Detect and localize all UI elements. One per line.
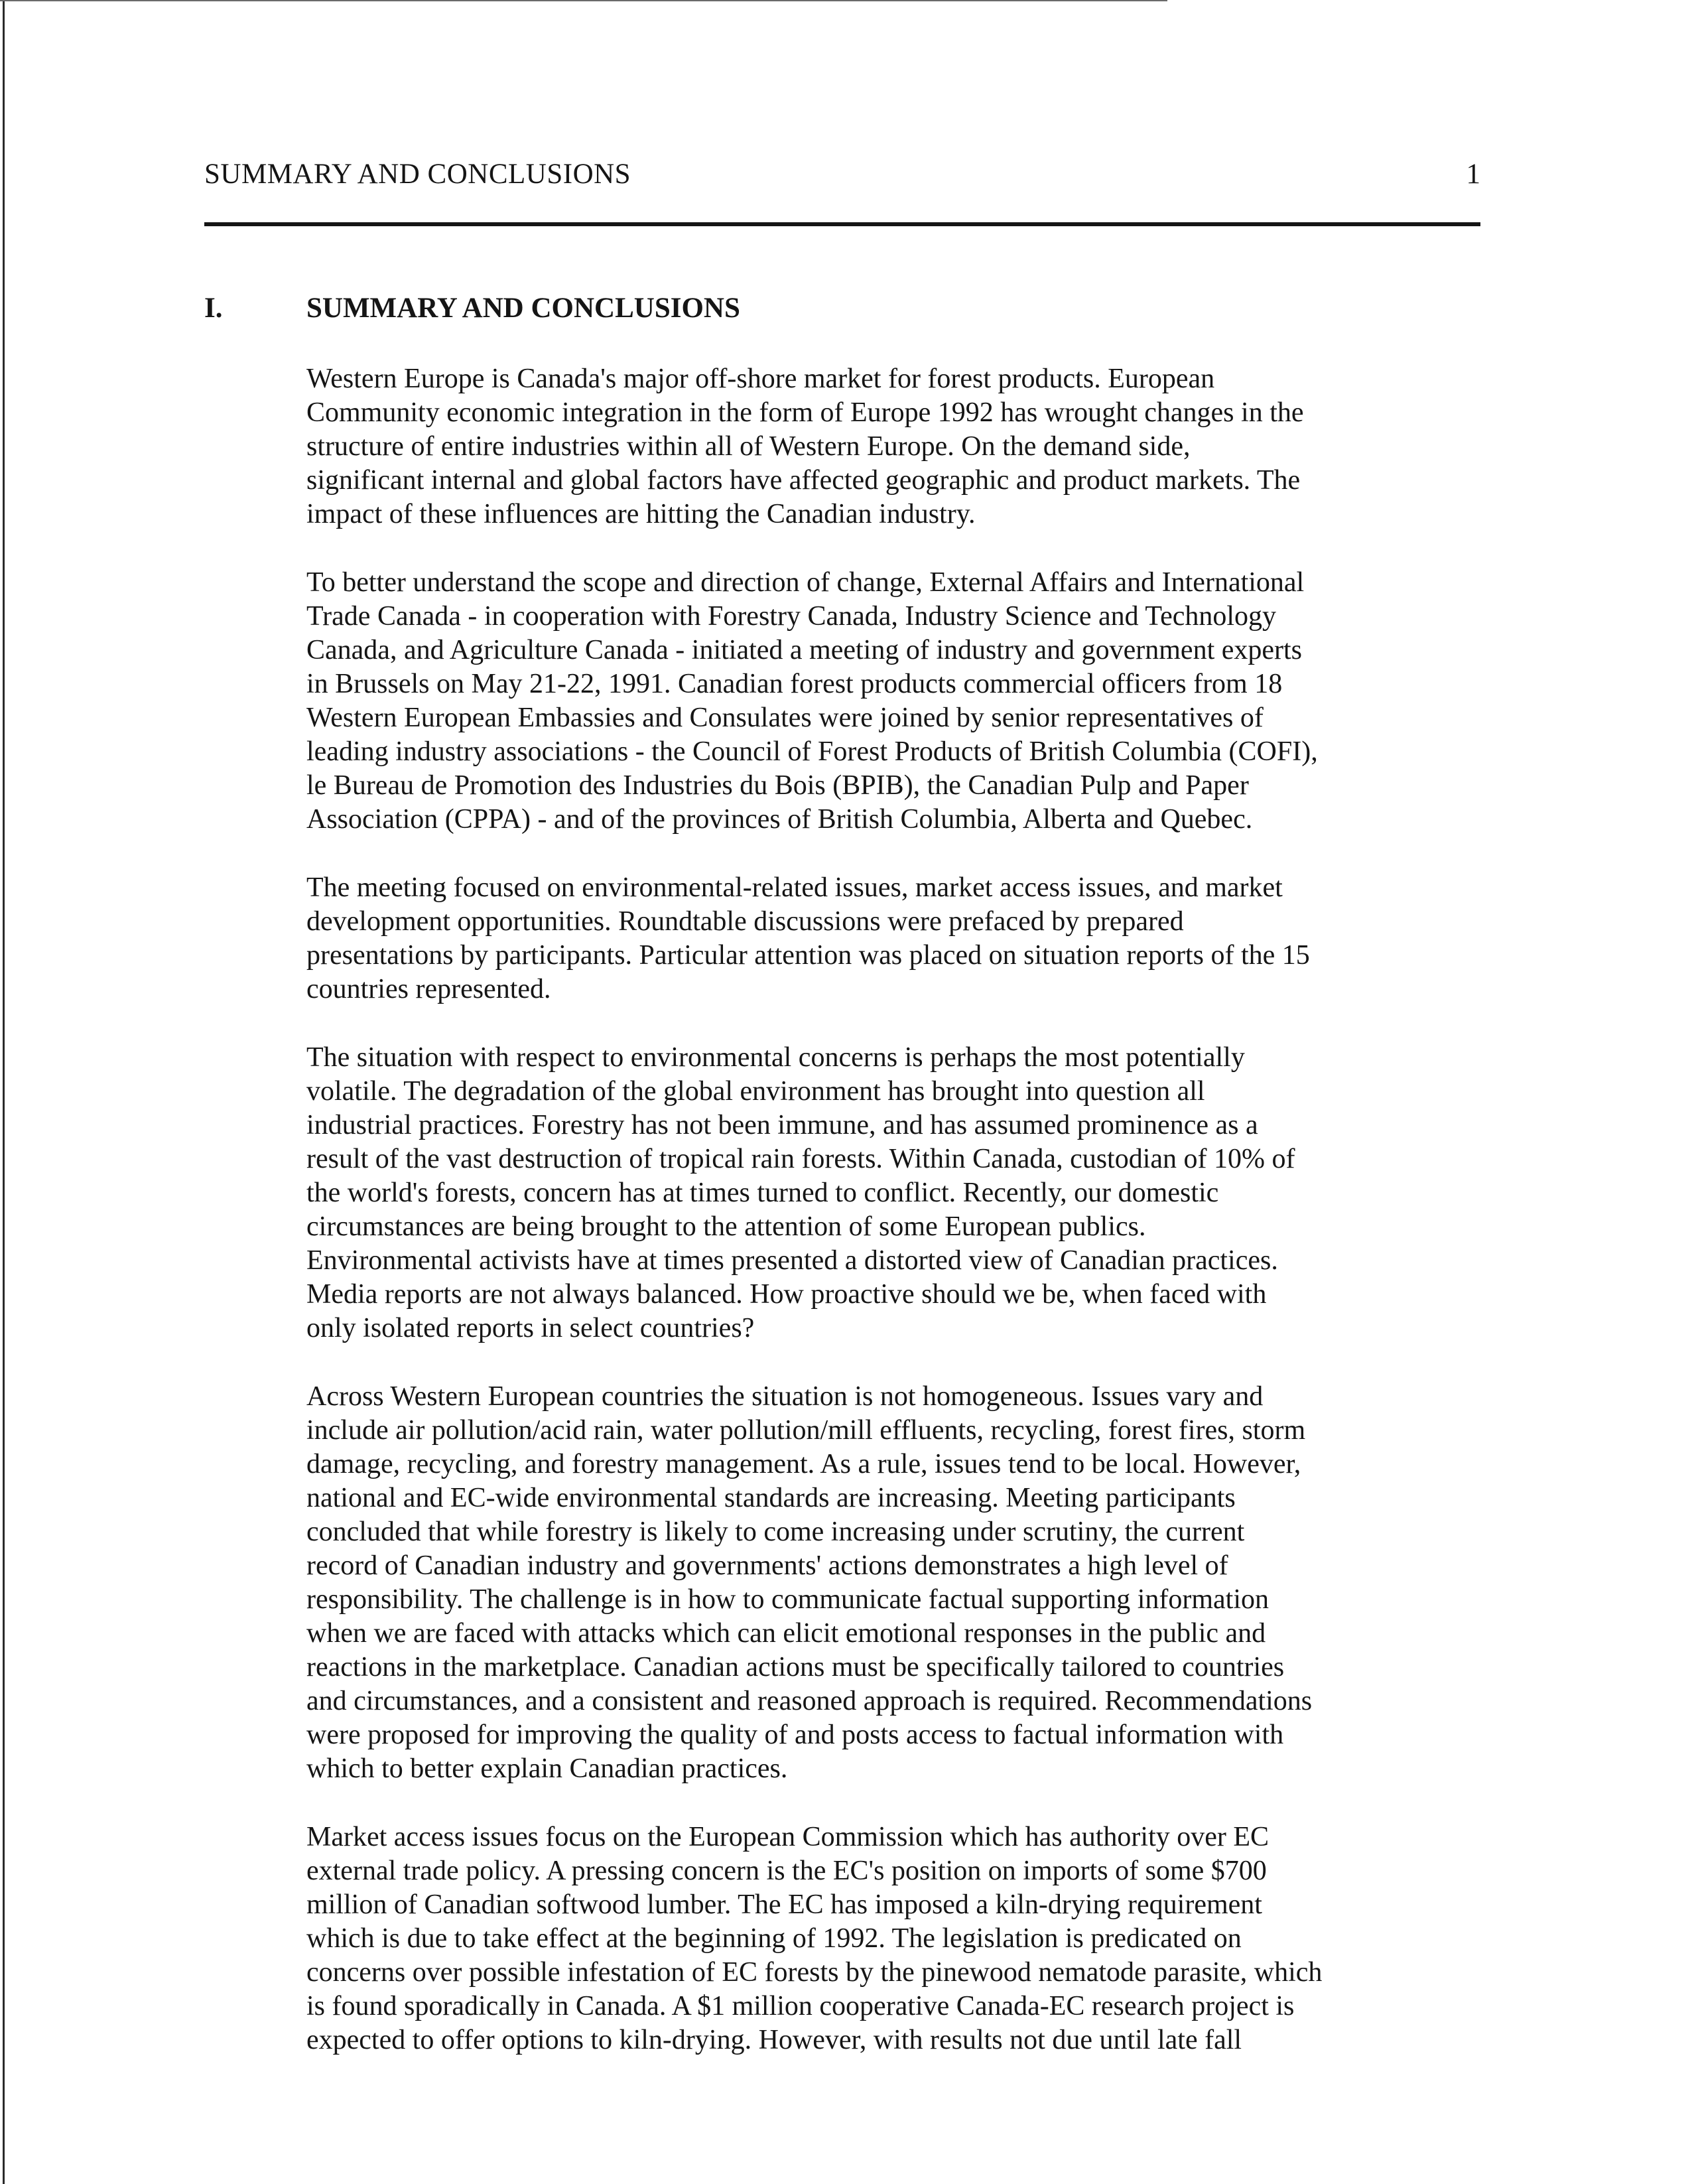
text-line: which is due to take effect at the beginning of 1992. The legislation is predicated on <box>306 1923 1242 1954</box>
text-line: responsibility. The challenge is in how to communicate factual supporting information <box>306 1584 1270 1615</box>
text-line: is found sporadically in Canada. A $1 million cooperative Canada-EC research project is <box>306 1991 1295 2021</box>
text-line: The situation with respect to environmental concerns is perhaps the most potentially <box>306 1042 1245 1073</box>
scan-edge-left <box>3 0 5 2184</box>
text-line: damage, recycling, and forestry management. As a rule, issues tend to be local. However, <box>306 1449 1301 1479</box>
header-rule <box>204 222 1480 226</box>
paragraph-meeting-background <box>306 566 1527 837</box>
text-line: countries represented. <box>306 974 551 1004</box>
text-line: Market access issues focus on the European Commission which has authority over EC <box>306 1822 1270 1852</box>
page-number: 1 <box>1466 159 1480 190</box>
text-line: external trade policy. A pressing concern is the EC's position on imports of some $700 <box>306 1856 1267 1886</box>
text-line: record of Canadian industry and governments' actions demonstrates a high level of <box>306 1550 1228 1581</box>
text-line: structure of entire industries within all of Western Europe. On the demand side, <box>306 431 1191 462</box>
text-line: national and EC-wide environmental standards are increasing. Meeting participants <box>306 1483 1236 1513</box>
text-line: development opportunities. Roundtable discussions were prefaced by prepared <box>306 906 1184 937</box>
text-line: Community economic integration in the form of Europe 1992 has wrought changes in the <box>306 397 1304 428</box>
scan-edge-top <box>0 0 1167 1</box>
text-line: volatile. The degradation of the global environment has brought into question all <box>306 1076 1205 1107</box>
text-line: in Brussels on May 21-22, 1991. Canadian forest products commercial officers from 18 <box>306 669 1283 699</box>
text-line: expected to offer options to kiln-drying. However, with results not due until late fall <box>306 2025 1242 2055</box>
text-line: impact of these influences are hitting the Canadian industry. <box>306 499 976 529</box>
text-line: Trade Canada - in cooperation with Forestry Canada, Industry Science and Technology <box>306 601 1277 632</box>
text-line: Association (CPPA) - and of the provinces of British Columbia, Alberta and Quebec. <box>306 804 1253 835</box>
text-line: Canada, and Agriculture Canada - initiated a meeting of industry and government experts <box>306 635 1303 665</box>
paragraph-market-access <box>306 1820 1527 2057</box>
text-line: circumstances are being brought to the attention of some European publics. <box>306 1211 1146 1242</box>
text-line: concerns over possible infestation of EC forests by the pinewood nematode parasite, which <box>306 1957 1323 1988</box>
text-line: le Bureau de Promotion des Industries du Bois (BPIB), the Canadian Pulp and Paper <box>306 770 1249 801</box>
text-line: and circumstances, and a consistent and reasoned approach is required. Recommendations <box>306 1686 1313 1716</box>
text-line: Environmental activists have at times presented a distorted view of Canadian practices. <box>306 1245 1278 1276</box>
running-header <box>204 158 1480 198</box>
paragraph-meeting-focus <box>306 871 1527 1006</box>
text-line: To better understand the scope and direction of change, External Affairs and International <box>306 567 1305 598</box>
text-line: when we are faced with attacks which can elicit emotional responses in the public and <box>306 1618 1266 1649</box>
text-line: Western European Embassies and Consulates were joined by senior representatives of <box>306 703 1264 733</box>
text-line: concluded that while forestry is likely to come increasing under scrutiny, the current <box>306 1517 1245 1547</box>
paragraph-environmental-concerns <box>306 1041 1527 1345</box>
paragraph-western-europe-situation <box>306 1380 1527 1786</box>
text-line: Western Europe is Canada's major off-shore market for forest products. European <box>306 364 1215 394</box>
text-line: which to better explain Canadian practices. <box>306 1753 788 1784</box>
text-line: were proposed for improving the quality of and posts access to factual information with <box>306 1720 1284 1750</box>
text-line: reactions in the marketplace. Canadian actions must be specifically tailored to countries <box>306 1652 1285 1682</box>
text-line: significant internal and global factors have affected geographic and product markets. The <box>306 465 1301 496</box>
text-line: Across Western European countries the situation is not homogeneous. Issues vary and <box>306 1381 1264 1412</box>
text-line: include air pollution/acid rain, water pollution/mill effluents, recycling, forest fires, storm <box>306 1415 1306 1446</box>
text-line: the world's forests, concern has at times turned to conflict. Recently, our domestic <box>306 1178 1219 1208</box>
section-heading <box>204 292 1465 332</box>
text-line: The meeting focused on environmental-related issues, market access issues, and market <box>306 872 1283 903</box>
text-line: presentations by participants. Particular attention was placed on situation reports of the 15 <box>306 940 1310 971</box>
text-line: only isolated reports in select countries? <box>306 1313 755 1343</box>
body-text <box>306 362 1527 2092</box>
text-line: result of the vast destruction of tropical rain forests. Within Canada, custodian of 10% of <box>306 1144 1295 1174</box>
section-number: I. <box>204 293 223 324</box>
text-line: industrial practices. Forestry has not been immune, and has assumed prominence as a <box>306 1110 1258 1140</box>
section-title: SUMMARY AND CONCLUSIONS <box>306 293 740 324</box>
running-header-title: SUMMARY AND CONCLUSIONS <box>204 159 631 190</box>
text-line: leading industry associations - the Council of Forest Products of British Columbia (COFI), <box>306 736 1318 767</box>
paragraph-intro <box>306 362 1527 531</box>
text-line: million of Canadian softwood lumber. The EC has imposed a kiln-drying requirement <box>306 1889 1262 1920</box>
text-line: Media reports are not always balanced. How proactive should we be, when faced with <box>306 1279 1267 1310</box>
